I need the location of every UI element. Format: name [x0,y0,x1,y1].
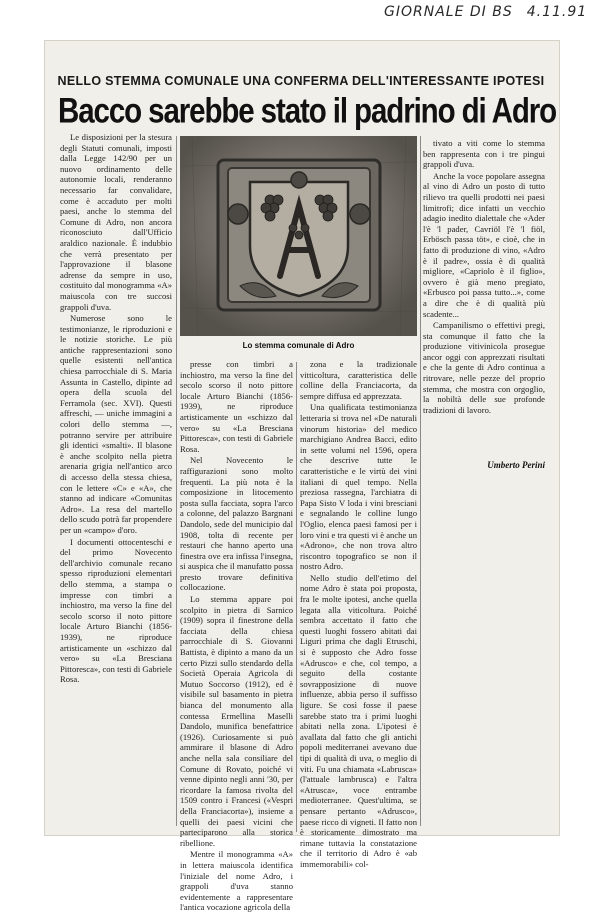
column-2-paragraph: Nel Novecento le raffigurazioni sono molto frequenti. La più nota è la composizione in litocemento posta sulla facciata, sopra l'arco a colonne, del palazzo Bargnani Dandolo, sede del municipio dal 1908, tolta di recente per restauri che hanno aperto una finestra ove era infissa l'insegna, si auspica che il manufatto possa presto trovare definitiva collocazione. [180,455,293,593]
column-rule [420,136,421,826]
column-1-paragraph: I documenti ottocenteschi e del primo Novecento dell'archivio comunale recano spesso riproduzioni elementari dello stemma, a stampa o impresse con timbri a inchiostro, ma verso la fine del secolo scorso il noto pittore locale Arturo Bianchi (1856-1939), ne riproduce artisticamente un «schizzo dal vero» su «La Bresciana Pittoresca», con testi di Gabriele Rosa. [60,536,172,685]
handwritten-source: GIORNALE DI BS [384,4,513,20]
article-column-3 [300,359,417,869]
article-byline: Umberto Perini [487,460,545,470]
column-3-paragraph: zona e la tradizionale vitticoltura, caratteristica delle colline della Franciacorta, da sempre diffusa ed apprezzata. [300,359,417,401]
column-4-paragraph: Campanilismo o effettivi pregi, sta comunque il fatto che la produzione vitivinicola prosegue ancor oggi con apprezzati risultati e che la gente di Adro continua a ritrovare, nelle pezze del proprio stemma, che mostra con orgoglio, la nobiltà delle sue profonde tradizioni di lavoro. [423,320,545,415]
column-4-paragraph: Anche la voce popolare assegna al vino di Adro un posto di tutto rilievo tra quelli prodotti nei paesi limitrofi; dice infatti un vecchio adagio inedito dialettale che «Ader l'è 'l pader, Cavriöl l'è 'l fiöl, Erbösch passa töt», e cioè, che in fatto di produzione di vino, «Adro è il padre», ossia è di qualità migliore, «Capriolo è il figlio», ovvero è già meno pregiato, «Erbusco poi passa tutto...», come a dire che è di qualità più scadente... [423,170,545,319]
column-3-paragraph: Una qualificata testimonianza letteraria si trova nel «De naturali vinorum historia» del medico marchigiano Andrea Bacci, edito in sette volumi nel 1596, opera che descrive tutte le caratteristiche e le virtù dei vini italiani di quel tempo. Nella preziosa rassegna, l'archiatra di Papa Sisto V loda i vini bresciani e segnalando le colline lungo l'Oglio, elenca paesi famosi per i loro vini e tra questi vi è anche un «Adrono», che non trova altro riscontro topografico se non il nostro Adro. [300,402,417,572]
column-3-paragraph: Nello studio dell'etimo del nome Adro è stata poi proposta, fra le molte ipotesi, anche quella legata alla viticoltura. Poiché sembra accettato il fatto che questi luoghi fossero abitati dai Liguri prima che dagli Etruschi, si è supposto che Adro fosse «Adrusco» e che, col tempo, a seguito della costante sovrapposizione di nuove influenze, abbia perso il suffisso ligure. Se così fosse il paese sarebbe stato tra i primi luoghi abitati nella zona. L'ipotesi è avallata dal fatto che gli antichi popoli mediterranei avevano due tipi di qualità di uva, o meglio di viti. Fu una chiamata «Labrusca» (l'attuale lambrusca) e l'altra «Atrusca», voce entrambe medioterranee. Quest'ultima, se pensare pertanto «Adrusco», paese ricco di vigneti. Il fatto non è storicamente dimostrato ma rimane tuttavia la constatazione che il territorio di Adro è «ab immemorabili» col- [300,572,417,869]
article-column-1 [60,132,172,822]
column-1-paragraph: Le disposizioni per la stesura degli Statuti comunali, imposti dalla Legge 142/90 per un nuovo ordinamento delle autonomie locali, renderanno necessario far convalidare, come è accaduto per molti paesi, anche lo stemma del Comune di Adro, non ancora riconosciuto dall'Ufficio araldico nazionale. È indubbio che verrà presentato per l'approvazione il blasone adrense da sempre in uso, costituito dal monogramma «A» maiuscola con tre succosi grappoli d'uva. [60,132,172,312]
coat-of-arms-image [180,136,417,336]
handwritten-source-note [384,4,594,20]
article-headline: Bacco sarebbe stato il padrino di Adro [58,92,557,131]
article-kicker: NELLO STEMMA COMUNALE UNA CONFERMA DELL'INTERESSANTE IPOTESI [57,74,545,88]
article-column-4 [423,138,545,458]
coat-of-arms-photo [180,136,417,336]
column-2-paragraph: Mentre il monogramma «A» in lettera maiuscola identifica l'iniziale del nome Adro, i grappoli d'uva stanno evidentemente a rappresentare l'antica vocazione agricola della [180,849,293,913]
column-2-paragraph: Lo stemma appare poi scolpito in pietra di Sarnico (1909) sopra il finestrone della facciata della chiesa parrocchiale di S. Giovanni Battista, è dipinto a mano da un certo Pizzi sullo stendardo della Società Operaia Agricola di Mutuo Soccorso (1912), ed è visibile sul basamento in pietra bianca del monumento alla contessa Ermellina Maselli Dandolo, munifica benefattrice (1926). Curiosamente si può ammirare il blasone di Adro anche nella sala consiliare del Comune di Rovato, poiché vi venne dipinto negli anni '30, per ricordare la famosa rivolta del 1509 contro i Francesi («Vespri della Franciacorta»), insieme a quelli dei paesi vicini che parteciparono alla storica ribellione. [180,594,293,848]
article-column-2 [180,359,293,913]
column-4-paragraph: tivato a viti come lo stemma ben rappresenta con i tre pingui grappoli d'uva. [423,138,545,170]
column-rule [176,136,177,826]
photo-caption: Lo stemma comunale di Adro [242,341,355,350]
column-1-paragraph: Numerose sono le testimonianze, le riproduzioni e le notizie storiche. Le più antiche rappresentazioni sono quelle esistenti nell'antica chiesa parrocchiale di S. Maria Assunta in Castello, dipinte ad opera della scuola del Ferramola (sec. XVI). Questi affreschi, — uniche immagini a colori dello stemma —, potranno servire per attribuire gli identici «smalti». Il blasone è anche scolpito nella pietra arenaria grigia nell'antico arco di accesso della stessa chiesa, con le lettere «C» e «A», che stanno ad indicare «Comunitas Adro». La resa del martello dello scudo potrà far propendere per un «campo» d'oro. [60,313,172,535]
column-rule [296,362,297,832]
handwritten-date: 4.11.91 [526,4,588,20]
column-2-paragraph: presse con timbri a inchiostro, ma verso la fine del secolo scorso il noto pittore locale Arturo Bianchi (1856-1939), ne riproduce artisticamente un «schizzo dal vero» su «La Bresciana Pittoresca», con testi di Gabriele Rosa. [180,359,293,454]
